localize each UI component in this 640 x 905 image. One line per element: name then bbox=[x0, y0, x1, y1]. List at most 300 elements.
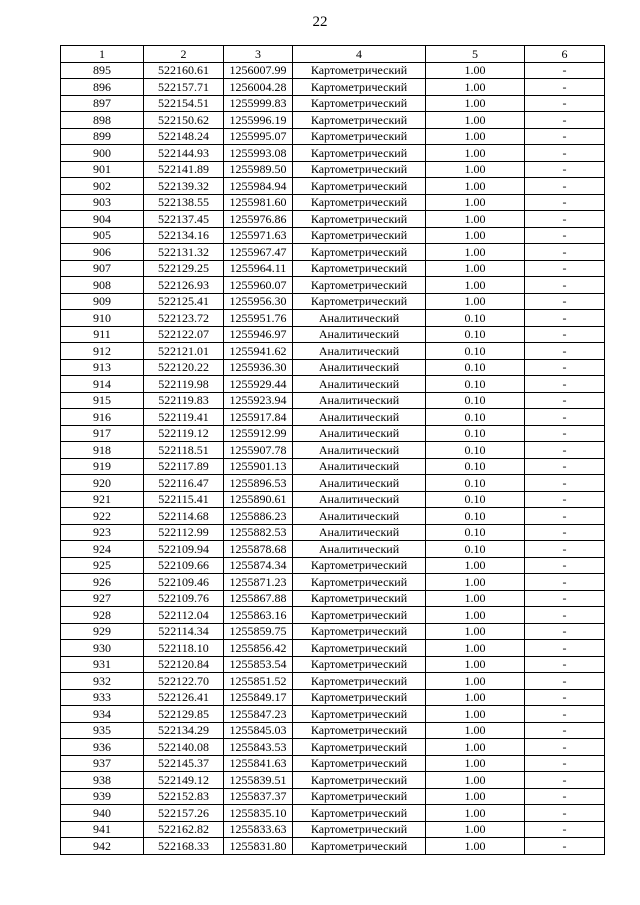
note-cell: - bbox=[525, 475, 605, 492]
table-row bbox=[61, 359, 605, 376]
table-row bbox=[61, 656, 605, 673]
accuracy-cell: 1.00 bbox=[426, 821, 525, 838]
method-cell: Аналитический bbox=[293, 376, 426, 393]
method-cell: Картометрический bbox=[293, 145, 426, 162]
note-cell: - bbox=[525, 128, 605, 145]
accuracy-cell: 1.00 bbox=[426, 145, 525, 162]
note-cell: - bbox=[525, 508, 605, 525]
note-cell: - bbox=[525, 821, 605, 838]
x-coordinate-cell: 522114.34 bbox=[144, 623, 224, 640]
note-cell: - bbox=[525, 442, 605, 459]
point-number-cell: 940 bbox=[61, 805, 144, 822]
method-cell: Аналитический bbox=[293, 343, 426, 360]
point-number-cell: 926 bbox=[61, 574, 144, 591]
page-number: 22 bbox=[312, 14, 328, 30]
method-cell: Аналитический bbox=[293, 425, 426, 442]
accuracy-cell: 1.00 bbox=[426, 293, 525, 310]
table-row bbox=[61, 244, 605, 261]
point-number-cell: 924 bbox=[61, 541, 144, 558]
table-row bbox=[61, 376, 605, 393]
accuracy-cell: 1.00 bbox=[426, 194, 525, 211]
accuracy-cell: 0.10 bbox=[426, 442, 525, 459]
method-cell: Картометрический bbox=[293, 722, 426, 739]
accuracy-cell: 0.10 bbox=[426, 458, 525, 475]
table-row bbox=[61, 343, 605, 360]
point-number-cell: 895 bbox=[61, 62, 144, 79]
x-coordinate-cell: 522119.83 bbox=[144, 392, 224, 409]
point-number-cell: 923 bbox=[61, 524, 144, 541]
accuracy-cell: 1.00 bbox=[426, 755, 525, 772]
accuracy-cell: 1.00 bbox=[426, 557, 525, 574]
note-cell: - bbox=[525, 722, 605, 739]
x-coordinate-cell: 522125.41 bbox=[144, 293, 224, 310]
note-cell: - bbox=[525, 359, 605, 376]
x-coordinate-cell: 522112.04 bbox=[144, 607, 224, 624]
header-cell-1: 1 bbox=[61, 46, 144, 63]
table-row bbox=[61, 161, 605, 178]
y-coordinate-cell: 1255878.68 bbox=[224, 541, 293, 558]
x-coordinate-cell: 522129.85 bbox=[144, 706, 224, 723]
accuracy-cell: 1.00 bbox=[426, 227, 525, 244]
accuracy-cell: 1.00 bbox=[426, 838, 525, 855]
x-coordinate-cell: 522131.32 bbox=[144, 244, 224, 261]
table-row bbox=[61, 755, 605, 772]
y-coordinate-cell: 1255874.34 bbox=[224, 557, 293, 574]
x-coordinate-cell: 522114.68 bbox=[144, 508, 224, 525]
table-row bbox=[61, 623, 605, 640]
method-cell: Картометрический bbox=[293, 244, 426, 261]
header-cell-6: 6 bbox=[525, 46, 605, 63]
note-cell: - bbox=[525, 574, 605, 591]
y-coordinate-cell: 1255999.83 bbox=[224, 95, 293, 112]
point-number-cell: 903 bbox=[61, 194, 144, 211]
accuracy-cell: 1.00 bbox=[426, 739, 525, 756]
x-coordinate-cell: 522118.51 bbox=[144, 442, 224, 459]
x-coordinate-cell: 522120.84 bbox=[144, 656, 224, 673]
y-coordinate-cell: 1255890.61 bbox=[224, 491, 293, 508]
accuracy-cell: 1.00 bbox=[426, 673, 525, 690]
note-cell: - bbox=[525, 673, 605, 690]
method-cell: Картометрический bbox=[293, 689, 426, 706]
y-coordinate-cell: 1255946.97 bbox=[224, 326, 293, 343]
point-number-cell: 934 bbox=[61, 706, 144, 723]
y-coordinate-cell: 1255989.50 bbox=[224, 161, 293, 178]
table-row bbox=[61, 442, 605, 459]
table-row bbox=[61, 128, 605, 145]
table-row bbox=[61, 112, 605, 129]
y-coordinate-cell: 1255941.62 bbox=[224, 343, 293, 360]
accuracy-cell: 1.00 bbox=[426, 211, 525, 228]
method-cell: Картометрический bbox=[293, 128, 426, 145]
table-row bbox=[61, 62, 605, 79]
accuracy-cell: 1.00 bbox=[426, 640, 525, 657]
method-cell: Аналитический bbox=[293, 392, 426, 409]
y-coordinate-cell: 1255912.99 bbox=[224, 425, 293, 442]
point-number-cell: 942 bbox=[61, 838, 144, 855]
note-cell: - bbox=[525, 623, 605, 640]
x-coordinate-cell: 522118.10 bbox=[144, 640, 224, 657]
point-number-cell: 908 bbox=[61, 277, 144, 294]
x-coordinate-cell: 522134.16 bbox=[144, 227, 224, 244]
point-number-cell: 931 bbox=[61, 656, 144, 673]
point-number-cell: 920 bbox=[61, 475, 144, 492]
method-cell: Картометрический bbox=[293, 260, 426, 277]
y-coordinate-cell: 1255851.52 bbox=[224, 673, 293, 690]
point-number-cell: 913 bbox=[61, 359, 144, 376]
note-cell: - bbox=[525, 211, 605, 228]
note-cell: - bbox=[525, 640, 605, 657]
x-coordinate-cell: 522154.51 bbox=[144, 95, 224, 112]
table-row bbox=[61, 475, 605, 492]
method-cell: Аналитический bbox=[293, 458, 426, 475]
accuracy-cell: 1.00 bbox=[426, 79, 525, 96]
note-cell: - bbox=[525, 62, 605, 79]
table-row bbox=[61, 178, 605, 195]
point-number-cell: 918 bbox=[61, 442, 144, 459]
method-cell: Картометрический bbox=[293, 623, 426, 640]
x-coordinate-cell: 522160.61 bbox=[144, 62, 224, 79]
note-cell: - bbox=[525, 260, 605, 277]
point-number-cell: 917 bbox=[61, 425, 144, 442]
y-coordinate-cell: 1255863.16 bbox=[224, 607, 293, 624]
accuracy-cell: 1.00 bbox=[426, 112, 525, 129]
table-row bbox=[61, 524, 605, 541]
point-number-cell: 900 bbox=[61, 145, 144, 162]
y-coordinate-cell: 1255835.10 bbox=[224, 805, 293, 822]
x-coordinate-cell: 522152.83 bbox=[144, 788, 224, 805]
note-cell: - bbox=[525, 343, 605, 360]
point-number-cell: 936 bbox=[61, 739, 144, 756]
x-coordinate-cell: 522122.07 bbox=[144, 326, 224, 343]
y-coordinate-cell: 1255971.63 bbox=[224, 227, 293, 244]
accuracy-cell: 0.10 bbox=[426, 541, 525, 558]
x-coordinate-cell: 522122.70 bbox=[144, 673, 224, 690]
y-coordinate-cell: 1255896.53 bbox=[224, 475, 293, 492]
x-coordinate-cell: 522117.89 bbox=[144, 458, 224, 475]
note-cell: - bbox=[525, 178, 605, 195]
note-cell: - bbox=[525, 590, 605, 607]
coordinates-table bbox=[60, 45, 605, 855]
accuracy-cell: 0.10 bbox=[426, 376, 525, 393]
table-row bbox=[61, 194, 605, 211]
point-number-cell: 902 bbox=[61, 178, 144, 195]
table-row bbox=[61, 409, 605, 426]
method-cell: Картометрический bbox=[293, 640, 426, 657]
table-row bbox=[61, 260, 605, 277]
table-row bbox=[61, 706, 605, 723]
point-number-cell: 910 bbox=[61, 310, 144, 327]
method-cell: Аналитический bbox=[293, 310, 426, 327]
x-coordinate-cell: 522129.25 bbox=[144, 260, 224, 277]
x-coordinate-cell: 522126.93 bbox=[144, 277, 224, 294]
accuracy-cell: 0.10 bbox=[426, 343, 525, 360]
point-number-cell: 928 bbox=[61, 607, 144, 624]
x-coordinate-cell: 522120.22 bbox=[144, 359, 224, 376]
table-row bbox=[61, 508, 605, 525]
method-cell: Картометрический bbox=[293, 293, 426, 310]
method-cell: Аналитический bbox=[293, 475, 426, 492]
y-coordinate-cell: 1255936.30 bbox=[224, 359, 293, 376]
point-number-cell: 925 bbox=[61, 557, 144, 574]
method-cell: Картометрический bbox=[293, 706, 426, 723]
accuracy-cell: 0.10 bbox=[426, 491, 525, 508]
header-cell-3: 3 bbox=[224, 46, 293, 63]
point-number-cell: 898 bbox=[61, 112, 144, 129]
header-cell-2: 2 bbox=[144, 46, 224, 63]
accuracy-cell: 1.00 bbox=[426, 178, 525, 195]
accuracy-cell: 1.00 bbox=[426, 95, 525, 112]
note-cell: - bbox=[525, 541, 605, 558]
method-cell: Аналитический bbox=[293, 541, 426, 558]
method-cell: Картометрический bbox=[293, 161, 426, 178]
y-coordinate-cell: 1255907.78 bbox=[224, 442, 293, 459]
note-cell: - bbox=[525, 755, 605, 772]
table-row bbox=[61, 722, 605, 739]
table-row bbox=[61, 145, 605, 162]
note-cell: - bbox=[525, 656, 605, 673]
x-coordinate-cell: 522121.01 bbox=[144, 343, 224, 360]
method-cell: Картометрический bbox=[293, 590, 426, 607]
note-cell: - bbox=[525, 95, 605, 112]
accuracy-cell: 1.00 bbox=[426, 62, 525, 79]
point-number-cell: 929 bbox=[61, 623, 144, 640]
method-cell: Аналитический bbox=[293, 524, 426, 541]
table-row bbox=[61, 79, 605, 96]
x-coordinate-cell: 522149.12 bbox=[144, 772, 224, 789]
point-number-cell: 922 bbox=[61, 508, 144, 525]
header-row bbox=[61, 46, 605, 63]
point-number-cell: 915 bbox=[61, 392, 144, 409]
table-row bbox=[61, 392, 605, 409]
note-cell: - bbox=[525, 557, 605, 574]
note-cell: - bbox=[525, 491, 605, 508]
method-cell: Картометрический bbox=[293, 62, 426, 79]
x-coordinate-cell: 522157.71 bbox=[144, 79, 224, 96]
y-coordinate-cell: 1255859.75 bbox=[224, 623, 293, 640]
y-coordinate-cell: 1255871.23 bbox=[224, 574, 293, 591]
y-coordinate-cell: 1255841.63 bbox=[224, 755, 293, 772]
accuracy-cell: 0.10 bbox=[426, 425, 525, 442]
method-cell: Картометрический bbox=[293, 656, 426, 673]
note-cell: - bbox=[525, 277, 605, 294]
y-coordinate-cell: 1255867.88 bbox=[224, 590, 293, 607]
note-cell: - bbox=[525, 458, 605, 475]
header-cell-5: 5 bbox=[426, 46, 525, 63]
table-row bbox=[61, 227, 605, 244]
point-number-cell: 911 bbox=[61, 326, 144, 343]
point-number-cell: 899 bbox=[61, 128, 144, 145]
point-number-cell: 897 bbox=[61, 95, 144, 112]
accuracy-cell: 1.00 bbox=[426, 689, 525, 706]
note-cell: - bbox=[525, 293, 605, 310]
point-number-cell: 909 bbox=[61, 293, 144, 310]
x-coordinate-cell: 522116.47 bbox=[144, 475, 224, 492]
note-cell: - bbox=[525, 161, 605, 178]
y-coordinate-cell: 1255833.63 bbox=[224, 821, 293, 838]
y-coordinate-cell: 1255831.80 bbox=[224, 838, 293, 855]
table-row bbox=[61, 739, 605, 756]
accuracy-cell: 0.10 bbox=[426, 475, 525, 492]
table-row bbox=[61, 326, 605, 343]
x-coordinate-cell: 522115.41 bbox=[144, 491, 224, 508]
note-cell: - bbox=[525, 145, 605, 162]
accuracy-cell: 1.00 bbox=[426, 772, 525, 789]
y-coordinate-cell: 1255882.53 bbox=[224, 524, 293, 541]
note-cell: - bbox=[525, 838, 605, 855]
note-cell: - bbox=[525, 194, 605, 211]
table-row bbox=[61, 838, 605, 855]
note-cell: - bbox=[525, 805, 605, 822]
method-cell: Картометрический bbox=[293, 739, 426, 756]
accuracy-cell: 0.10 bbox=[426, 524, 525, 541]
y-coordinate-cell: 1255845.03 bbox=[224, 722, 293, 739]
note-cell: - bbox=[525, 425, 605, 442]
y-coordinate-cell: 1256007.99 bbox=[224, 62, 293, 79]
accuracy-cell: 0.10 bbox=[426, 409, 525, 426]
x-coordinate-cell: 522119.41 bbox=[144, 409, 224, 426]
y-coordinate-cell: 1255981.60 bbox=[224, 194, 293, 211]
note-cell: - bbox=[525, 739, 605, 756]
note-cell: - bbox=[525, 326, 605, 343]
table-row bbox=[61, 491, 605, 508]
accuracy-cell: 0.10 bbox=[426, 310, 525, 327]
method-cell: Картометрический bbox=[293, 79, 426, 96]
table-row bbox=[61, 821, 605, 838]
y-coordinate-cell: 1255984.94 bbox=[224, 178, 293, 195]
method-cell: Картометрический bbox=[293, 178, 426, 195]
x-coordinate-cell: 522119.98 bbox=[144, 376, 224, 393]
table-row bbox=[61, 673, 605, 690]
y-coordinate-cell: 1255951.76 bbox=[224, 310, 293, 327]
note-cell: - bbox=[525, 524, 605, 541]
note-cell: - bbox=[525, 310, 605, 327]
method-cell: Картометрический bbox=[293, 194, 426, 211]
accuracy-cell: 1.00 bbox=[426, 706, 525, 723]
table-row bbox=[61, 772, 605, 789]
accuracy-cell: 1.00 bbox=[426, 244, 525, 261]
accuracy-cell: 0.10 bbox=[426, 508, 525, 525]
point-number-cell: 930 bbox=[61, 640, 144, 657]
x-coordinate-cell: 522145.37 bbox=[144, 755, 224, 772]
y-coordinate-cell: 1255967.47 bbox=[224, 244, 293, 261]
method-cell: Картометрический bbox=[293, 227, 426, 244]
x-coordinate-cell: 522162.82 bbox=[144, 821, 224, 838]
accuracy-cell: 1.00 bbox=[426, 590, 525, 607]
note-cell: - bbox=[525, 244, 605, 261]
point-number-cell: 904 bbox=[61, 211, 144, 228]
y-coordinate-cell: 1255837.37 bbox=[224, 788, 293, 805]
table-row bbox=[61, 689, 605, 706]
y-coordinate-cell: 1255995.07 bbox=[224, 128, 293, 145]
point-number-cell: 932 bbox=[61, 673, 144, 690]
y-coordinate-cell: 1255853.54 bbox=[224, 656, 293, 673]
accuracy-cell: 0.10 bbox=[426, 392, 525, 409]
y-coordinate-cell: 1255960.07 bbox=[224, 277, 293, 294]
method-cell: Аналитический bbox=[293, 508, 426, 525]
y-coordinate-cell: 1255847.23 bbox=[224, 706, 293, 723]
point-number-cell: 916 bbox=[61, 409, 144, 426]
y-coordinate-cell: 1255886.23 bbox=[224, 508, 293, 525]
accuracy-cell: 1.00 bbox=[426, 656, 525, 673]
point-number-cell: 941 bbox=[61, 821, 144, 838]
x-coordinate-cell: 522137.45 bbox=[144, 211, 224, 228]
note-cell: - bbox=[525, 607, 605, 624]
table-row bbox=[61, 607, 605, 624]
y-coordinate-cell: 1255976.86 bbox=[224, 211, 293, 228]
point-number-cell: 939 bbox=[61, 788, 144, 805]
x-coordinate-cell: 522168.33 bbox=[144, 838, 224, 855]
table-row bbox=[61, 640, 605, 657]
y-coordinate-cell: 1255901.13 bbox=[224, 458, 293, 475]
accuracy-cell: 1.00 bbox=[426, 722, 525, 739]
y-coordinate-cell: 1256004.28 bbox=[224, 79, 293, 96]
y-coordinate-cell: 1255993.08 bbox=[224, 145, 293, 162]
y-coordinate-cell: 1255849.17 bbox=[224, 689, 293, 706]
point-number-cell: 896 bbox=[61, 79, 144, 96]
accuracy-cell: 1.00 bbox=[426, 161, 525, 178]
point-number-cell: 919 bbox=[61, 458, 144, 475]
table-row bbox=[61, 805, 605, 822]
x-coordinate-cell: 522119.12 bbox=[144, 425, 224, 442]
x-coordinate-cell: 522126.41 bbox=[144, 689, 224, 706]
note-cell: - bbox=[525, 392, 605, 409]
point-number-cell: 937 bbox=[61, 755, 144, 772]
note-cell: - bbox=[525, 772, 605, 789]
note-cell: - bbox=[525, 689, 605, 706]
x-coordinate-cell: 522140.08 bbox=[144, 739, 224, 756]
note-cell: - bbox=[525, 227, 605, 244]
method-cell: Картометрический bbox=[293, 557, 426, 574]
method-cell: Картометрический bbox=[293, 574, 426, 591]
method-cell: Картометрический bbox=[293, 112, 426, 129]
y-coordinate-cell: 1255917.84 bbox=[224, 409, 293, 426]
table-row bbox=[61, 574, 605, 591]
point-number-cell: 921 bbox=[61, 491, 144, 508]
table-row bbox=[61, 293, 605, 310]
point-number-cell: 935 bbox=[61, 722, 144, 739]
table-row bbox=[61, 590, 605, 607]
x-coordinate-cell: 522109.46 bbox=[144, 574, 224, 591]
table-row bbox=[61, 458, 605, 475]
method-cell: Аналитический bbox=[293, 326, 426, 343]
accuracy-cell: 1.00 bbox=[426, 607, 525, 624]
note-cell: - bbox=[525, 788, 605, 805]
y-coordinate-cell: 1255839.51 bbox=[224, 772, 293, 789]
point-number-cell: 912 bbox=[61, 343, 144, 360]
x-coordinate-cell: 522134.29 bbox=[144, 722, 224, 739]
method-cell: Картометрический bbox=[293, 805, 426, 822]
note-cell: - bbox=[525, 376, 605, 393]
table-row bbox=[61, 211, 605, 228]
accuracy-cell: 1.00 bbox=[426, 128, 525, 145]
x-coordinate-cell: 522123.72 bbox=[144, 310, 224, 327]
method-cell: Аналитический bbox=[293, 442, 426, 459]
accuracy-cell: 1.00 bbox=[426, 277, 525, 294]
x-coordinate-cell: 522157.26 bbox=[144, 805, 224, 822]
method-cell: Картометрический bbox=[293, 673, 426, 690]
y-coordinate-cell: 1255964.11 bbox=[224, 260, 293, 277]
table-body bbox=[61, 62, 605, 854]
note-cell: - bbox=[525, 706, 605, 723]
table-row bbox=[61, 95, 605, 112]
point-number-cell: 906 bbox=[61, 244, 144, 261]
point-number-cell: 914 bbox=[61, 376, 144, 393]
accuracy-cell: 0.10 bbox=[426, 359, 525, 376]
accuracy-cell: 1.00 bbox=[426, 260, 525, 277]
x-coordinate-cell: 522109.76 bbox=[144, 590, 224, 607]
x-coordinate-cell: 522109.94 bbox=[144, 541, 224, 558]
method-cell: Аналитический bbox=[293, 359, 426, 376]
